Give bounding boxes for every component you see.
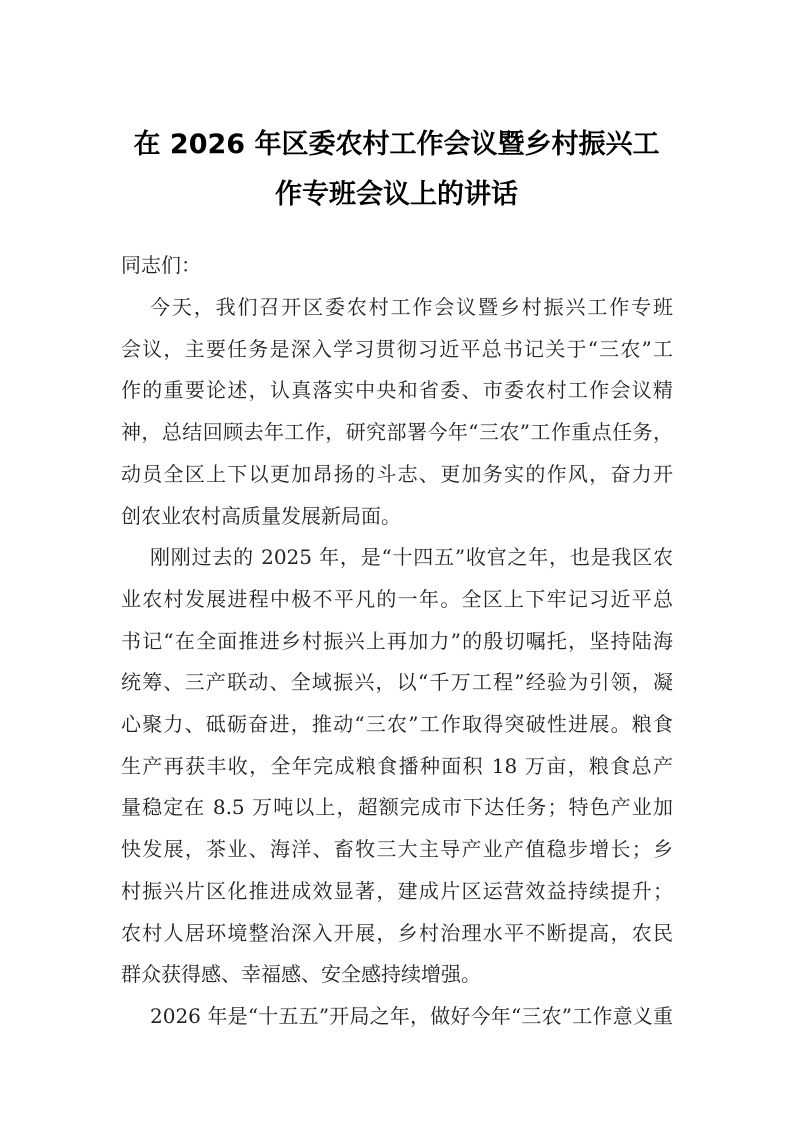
paragraph-line: 统筹、三产联动、全域振兴，以“千万工程”经验为引领，凝	[121, 670, 673, 695]
paragraph-line: 业农村发展进程中极不平凡的一年。全区上下牢记习近平总	[121, 586, 673, 611]
paragraph-line: 村振兴片区化推进成效显著，建成片区运营效益持续提升；	[121, 878, 673, 903]
paragraph-line: 神，总结回顾去年工作，研究部署今年“三农”工作重点任务，	[121, 420, 673, 445]
paragraph-line: 生产再获丰收，全年完成粮食播种面积 18 万亩，粮食总产	[121, 753, 673, 778]
paragraph-line: 农村人居环境整治深入开展，乡村治理水平不断提高，农民	[121, 920, 673, 945]
paragraph-line: 快发展，茶业、海洋、畜牧三大主导产业产值稳步增长；乡	[121, 837, 673, 862]
salutation: 同志们：	[121, 253, 201, 277]
document-title-line-2: 作专班会议上的讲话	[275, 179, 518, 210]
paragraph-line: 量稳定在 8.5 万吨以上，超额完成市下达任务；特色产业加	[121, 795, 673, 820]
paragraph-line: 会议，主要任务是深入学习贯彻习近平总书记关于“三农”工	[121, 336, 673, 361]
paragraph-line: 作的重要论述，认真落实中央和省委、市委农村工作会议精	[121, 378, 673, 403]
paragraph-line: 2026 年是“十五五”开局之年，做好今年“三农”工作意义重	[150, 1003, 673, 1028]
paragraph-line: 动员全区上下以更加昂扬的斗志、更加务实的作风，奋力开	[121, 461, 673, 486]
paragraph-line: 书记“在全面推进乡村振兴上再加力”的殷切嘱托，坚持陆海	[121, 628, 673, 653]
paragraph-line: 心聚力、砥砺奋进，推动“三农”工作取得突破性进展。粮食	[121, 712, 673, 736]
paragraph-line: 群众获得感、幸福感、安全感持续增强。	[121, 962, 481, 987]
paragraph-line: 今天，我们召开区委农村工作会议暨乡村振兴工作专班	[150, 295, 673, 319]
paragraph-line: 创农业农村高质量发展新局面。	[121, 503, 401, 528]
paragraph-line: 刚刚过去的 2025 年，是“十四五”收官之年，也是我区农	[150, 545, 673, 570]
document-title-line-1: 在 2026 年区委农村工作会议暨乡村振兴工	[133, 129, 660, 160]
